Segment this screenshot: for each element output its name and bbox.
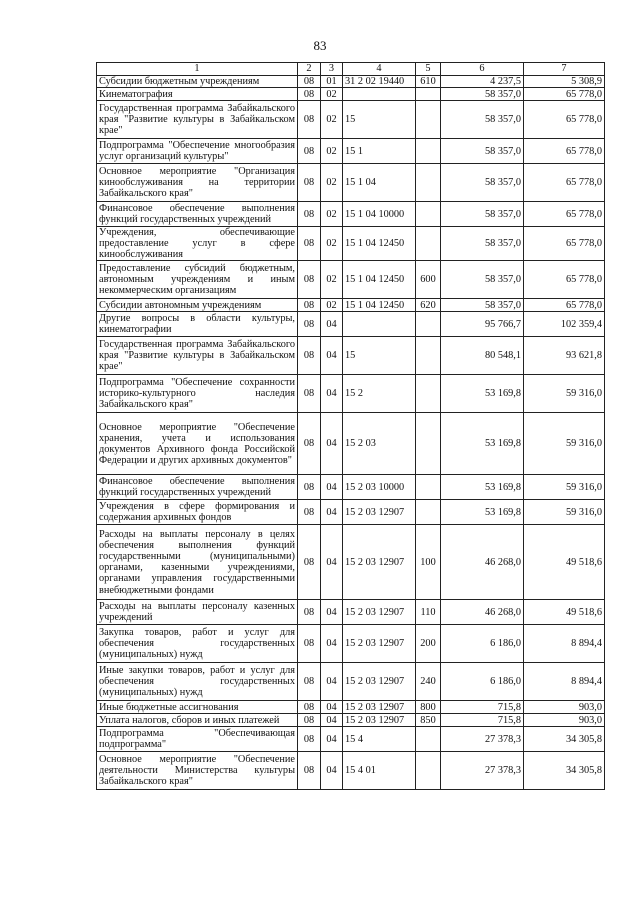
cell-rz: 08 bbox=[298, 727, 321, 752]
cell-vr bbox=[416, 500, 441, 525]
cell-rz: 08 bbox=[298, 337, 321, 375]
cell-vr bbox=[416, 312, 441, 337]
cell-name: Подпрограмма "Обеспечение сохранности историко-культурного наследия Забайкальского края" bbox=[97, 375, 298, 413]
cell-v6: 46 268,0 bbox=[441, 525, 524, 600]
cell-v6: 53 169,8 bbox=[441, 475, 524, 500]
cell-csr: 15 bbox=[343, 101, 416, 139]
table-row bbox=[97, 625, 605, 663]
cell-v7: 65 778,0 bbox=[524, 227, 605, 261]
cell-csr: 15 4 01 bbox=[343, 752, 416, 790]
cell-csr: 15 1 04 12450 bbox=[343, 299, 416, 312]
table-row bbox=[97, 701, 605, 714]
cell-vr: 800 bbox=[416, 701, 441, 714]
cell-name: Уплата налогов, сборов и иных платежей bbox=[97, 714, 298, 727]
cell-v7: 903,0 bbox=[524, 714, 605, 727]
cell-pr: 02 bbox=[321, 299, 343, 312]
cell-name: Основное мероприятие "Обеспечение хранения, учета и использования документов Архивного фонда Российской Федерации и других архивных документов" bbox=[97, 413, 298, 475]
table-row bbox=[97, 727, 605, 752]
cell-name: Иные закупки товаров, работ и услуг для обеспечения государственных (муниципальных) нужд bbox=[97, 663, 298, 701]
cell-rz: 08 bbox=[298, 164, 321, 202]
cell-vr bbox=[416, 727, 441, 752]
cell-rz: 08 bbox=[298, 600, 321, 625]
cell-csr: 31 2 02 19440 bbox=[343, 76, 416, 88]
cell-vr bbox=[416, 227, 441, 261]
cell-v6: 80 548,1 bbox=[441, 337, 524, 375]
cell-rz: 08 bbox=[298, 312, 321, 337]
cell-v6: 715,8 bbox=[441, 701, 524, 714]
cell-csr: 15 2 03 12907 bbox=[343, 663, 416, 701]
cell-v6: 58 357,0 bbox=[441, 227, 524, 261]
cell-pr: 02 bbox=[321, 227, 343, 261]
table-row bbox=[97, 525, 605, 600]
cell-name: Иные бюджетные ассигнования bbox=[97, 701, 298, 714]
header-row bbox=[97, 63, 605, 76]
cell-csr: 15 2 03 12907 bbox=[343, 714, 416, 727]
cell-pr: 04 bbox=[321, 663, 343, 701]
cell-pr: 04 bbox=[321, 701, 343, 714]
table-row bbox=[97, 101, 605, 139]
cell-v6: 27 378,3 bbox=[441, 727, 524, 752]
cell-v7: 65 778,0 bbox=[524, 261, 605, 299]
cell-vr bbox=[416, 139, 441, 164]
cell-rz: 08 bbox=[298, 139, 321, 164]
table-row bbox=[97, 76, 605, 88]
cell-vr bbox=[416, 88, 441, 101]
cell-csr: 15 2 03 12907 bbox=[343, 625, 416, 663]
cell-pr: 04 bbox=[321, 600, 343, 625]
cell-csr: 15 1 bbox=[343, 139, 416, 164]
cell-csr: 15 2 03 12907 bbox=[343, 701, 416, 714]
cell-vr bbox=[416, 413, 441, 475]
cell-v7: 102 359,4 bbox=[524, 312, 605, 337]
cell-pr: 04 bbox=[321, 337, 343, 375]
cell-v7: 49 518,6 bbox=[524, 600, 605, 625]
cell-rz: 08 bbox=[298, 76, 321, 88]
cell-v6: 53 169,8 bbox=[441, 375, 524, 413]
cell-v7: 8 894,4 bbox=[524, 625, 605, 663]
cell-name: Подпрограмма "Обеспечивающая подпрограмма" bbox=[97, 727, 298, 752]
table-row bbox=[97, 600, 605, 625]
table-row bbox=[97, 714, 605, 727]
cell-name: Расходы на выплаты персоналу казенных учреждений bbox=[97, 600, 298, 625]
table-row bbox=[97, 475, 605, 500]
cell-v7: 34 305,8 bbox=[524, 727, 605, 752]
page-number: 83 bbox=[313, 38, 327, 53]
cell-v7: 65 778,0 bbox=[524, 139, 605, 164]
cell-csr: 15 4 bbox=[343, 727, 416, 752]
cell-vr: 850 bbox=[416, 714, 441, 727]
cell-rz: 08 bbox=[298, 375, 321, 413]
cell-pr: 04 bbox=[321, 413, 343, 475]
cell-v6: 53 169,8 bbox=[441, 413, 524, 475]
cell-pr: 02 bbox=[321, 101, 343, 139]
cell-pr: 04 bbox=[321, 500, 343, 525]
cell-vr: 100 bbox=[416, 525, 441, 600]
cell-v7: 65 778,0 bbox=[524, 202, 605, 227]
cell-csr: 15 2 03 12907 bbox=[343, 600, 416, 625]
cell-v7: 34 305,8 bbox=[524, 752, 605, 790]
table-row bbox=[97, 202, 605, 227]
cell-pr: 04 bbox=[321, 727, 343, 752]
cell-name: Предоставление субсидий бюджетным, автономным учреждениям и иным некоммерческим организациям bbox=[97, 261, 298, 299]
cell-name: Основное мероприятие "Обеспечение деятельности Министерства культуры Забайкальского края" bbox=[97, 752, 298, 790]
cell-csr: 15 1 04 12450 bbox=[343, 227, 416, 261]
cell-v7: 59 316,0 bbox=[524, 500, 605, 525]
cell-rz: 08 bbox=[298, 625, 321, 663]
cell-pr: 02 bbox=[321, 164, 343, 202]
cell-name: Подпрограмма "Обеспечение многообразия услуг организаций культуры" bbox=[97, 139, 298, 164]
cell-v6: 6 186,0 bbox=[441, 663, 524, 701]
cell-rz: 08 bbox=[298, 475, 321, 500]
cell-rz: 08 bbox=[298, 752, 321, 790]
cell-vr bbox=[416, 752, 441, 790]
table-body bbox=[97, 63, 605, 790]
cell-v6: 53 169,8 bbox=[441, 500, 524, 525]
cell-csr: 15 2 03 12907 bbox=[343, 525, 416, 600]
cell-v6: 46 268,0 bbox=[441, 600, 524, 625]
cell-v6: 58 357,0 bbox=[441, 202, 524, 227]
cell-rz: 08 bbox=[298, 261, 321, 299]
cell-pr: 02 bbox=[321, 139, 343, 164]
cell-name: Субсидии автономным учреждениям bbox=[97, 299, 298, 312]
cell-v7: 65 778,0 bbox=[524, 299, 605, 312]
cell-v7: 8 894,4 bbox=[524, 663, 605, 701]
table-row bbox=[97, 88, 605, 101]
table-row bbox=[97, 139, 605, 164]
cell-name: Закупка товаров, работ и услуг для обеспечения государственных (муниципальных) нужд bbox=[97, 625, 298, 663]
cell-rz: 08 bbox=[298, 500, 321, 525]
cell-pr: 04 bbox=[321, 752, 343, 790]
cell-vr bbox=[416, 202, 441, 227]
cell-v7: 903,0 bbox=[524, 701, 605, 714]
cell-v7: 93 621,8 bbox=[524, 337, 605, 375]
table-row bbox=[97, 413, 605, 475]
cell-pr: 04 bbox=[321, 475, 343, 500]
cell-v7: 5 308,9 bbox=[524, 76, 605, 88]
cell-name: Финансовое обеспечение выполнения функций государственных учреждений bbox=[97, 202, 298, 227]
cell-vr: 620 bbox=[416, 299, 441, 312]
header-cell: 2 bbox=[298, 63, 321, 76]
cell-pr: 02 bbox=[321, 261, 343, 299]
cell-vr: 110 bbox=[416, 600, 441, 625]
cell-rz: 08 bbox=[298, 714, 321, 727]
cell-csr bbox=[343, 88, 416, 101]
table-row bbox=[97, 299, 605, 312]
cell-csr: 15 2 03 10000 bbox=[343, 475, 416, 500]
cell-v6: 58 357,0 bbox=[441, 299, 524, 312]
cell-rz: 08 bbox=[298, 202, 321, 227]
cell-pr: 04 bbox=[321, 312, 343, 337]
cell-v7: 59 316,0 bbox=[524, 475, 605, 500]
table-row bbox=[97, 752, 605, 790]
cell-v6: 27 378,3 bbox=[441, 752, 524, 790]
header-cell: 5 bbox=[416, 63, 441, 76]
cell-csr: 15 bbox=[343, 337, 416, 375]
cell-csr: 15 2 bbox=[343, 375, 416, 413]
cell-v7: 59 316,0 bbox=[524, 413, 605, 475]
cell-v7: 59 316,0 bbox=[524, 375, 605, 413]
cell-vr bbox=[416, 164, 441, 202]
cell-v7: 65 778,0 bbox=[524, 164, 605, 202]
cell-v6: 6 186,0 bbox=[441, 625, 524, 663]
table-row bbox=[97, 261, 605, 299]
cell-name: Учреждения, обеспечивающие предоставление услуг в сфере кинообслуживания bbox=[97, 227, 298, 261]
cell-name: Другие вопросы в области культуры, кинематографии bbox=[97, 312, 298, 337]
cell-vr: 600 bbox=[416, 261, 441, 299]
cell-v6: 95 766,7 bbox=[441, 312, 524, 337]
table-row bbox=[97, 500, 605, 525]
cell-v7: 65 778,0 bbox=[524, 88, 605, 101]
cell-rz: 08 bbox=[298, 413, 321, 475]
cell-pr: 04 bbox=[321, 525, 343, 600]
cell-v7: 65 778,0 bbox=[524, 101, 605, 139]
header-cell: 1 bbox=[97, 63, 298, 76]
cell-rz: 08 bbox=[298, 663, 321, 701]
cell-vr: 200 bbox=[416, 625, 441, 663]
cell-name: Кинематография bbox=[97, 88, 298, 101]
cell-rz: 08 bbox=[298, 101, 321, 139]
cell-pr: 01 bbox=[321, 76, 343, 88]
cell-vr bbox=[416, 375, 441, 413]
table-row bbox=[97, 164, 605, 202]
table-row bbox=[97, 663, 605, 701]
header-cell: 7 bbox=[524, 63, 605, 76]
table-row bbox=[97, 337, 605, 375]
cell-v6: 58 357,0 bbox=[441, 88, 524, 101]
cell-name: Субсидии бюджетным учреждениям bbox=[97, 76, 298, 88]
cell-csr: 15 1 04 bbox=[343, 164, 416, 202]
cell-name: Финансовое обеспечение выполнения функций государственных учреждений bbox=[97, 475, 298, 500]
cell-vr bbox=[416, 337, 441, 375]
budget-table bbox=[96, 62, 605, 790]
cell-pr: 04 bbox=[321, 714, 343, 727]
cell-v7: 49 518,6 bbox=[524, 525, 605, 600]
cell-rz: 08 bbox=[298, 227, 321, 261]
cell-v6: 58 357,0 bbox=[441, 139, 524, 164]
cell-rz: 08 bbox=[298, 88, 321, 101]
cell-name: Государственная программа Забайкальского края "Развитие культуры в Забайкальском крае" bbox=[97, 337, 298, 375]
cell-vr bbox=[416, 101, 441, 139]
table-row bbox=[97, 312, 605, 337]
cell-csr: 15 2 03 12907 bbox=[343, 500, 416, 525]
cell-rz: 08 bbox=[298, 701, 321, 714]
cell-csr: 15 1 04 12450 bbox=[343, 261, 416, 299]
cell-name: Расходы на выплаты персоналу в целях обеспечения выполнения функций государственными (муниципальными) органами, казенными учреждениями, органами управления государственными внебюджетными фондами bbox=[97, 525, 298, 600]
cell-v6: 4 237,5 bbox=[441, 76, 524, 88]
cell-pr: 04 bbox=[321, 375, 343, 413]
header-cell: 6 bbox=[441, 63, 524, 76]
cell-csr: 15 1 04 10000 bbox=[343, 202, 416, 227]
header-cell: 3 bbox=[321, 63, 343, 76]
cell-vr: 610 bbox=[416, 76, 441, 88]
cell-name: Государственная программа Забайкальского края "Развитие культуры в Забайкальском крае" bbox=[97, 101, 298, 139]
cell-rz: 08 bbox=[298, 299, 321, 312]
cell-v6: 715,8 bbox=[441, 714, 524, 727]
cell-v6: 58 357,0 bbox=[441, 101, 524, 139]
cell-pr: 02 bbox=[321, 88, 343, 101]
cell-name: Учреждения в сфере формирования и содержания архивных фондов bbox=[97, 500, 298, 525]
table-row bbox=[97, 227, 605, 261]
cell-pr: 02 bbox=[321, 202, 343, 227]
cell-v6: 58 357,0 bbox=[441, 164, 524, 202]
header-cell: 4 bbox=[343, 63, 416, 76]
cell-vr bbox=[416, 475, 441, 500]
cell-pr: 04 bbox=[321, 625, 343, 663]
table-row bbox=[97, 375, 605, 413]
cell-name: Основное мероприятие "Организация кинообслуживания на территории Забайкальского края" bbox=[97, 164, 298, 202]
cell-vr: 240 bbox=[416, 663, 441, 701]
cell-csr: 15 2 03 bbox=[343, 413, 416, 475]
cell-csr bbox=[343, 312, 416, 337]
cell-rz: 08 bbox=[298, 525, 321, 600]
cell-v6: 58 357,0 bbox=[441, 261, 524, 299]
